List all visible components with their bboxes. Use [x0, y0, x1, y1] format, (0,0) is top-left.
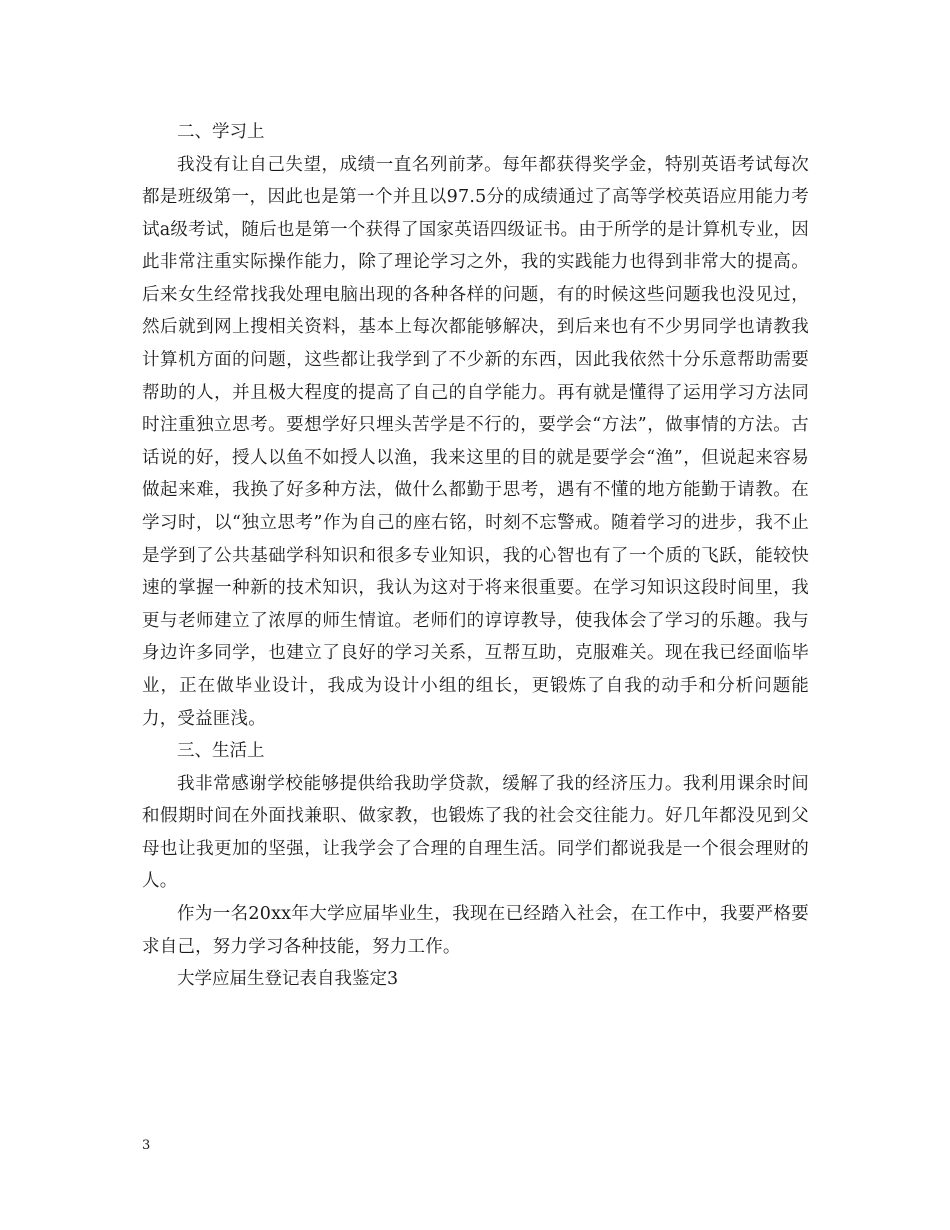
section-heading-study: 二、学习上: [177, 122, 265, 142]
page-number: 3: [142, 1138, 151, 1153]
life-paragraph: 我非常感谢学校能够提供给我助学贷款，缓解了我的经济压力。我利用课余时间和假期时间在外面找兼职、做家教，也锻炼了我的社会交往能力。好几年都没见到父母也让我更加的坚强，让我学会了合理的自理生活。同学们都说我是一个很会理财的人。: [142, 773, 809, 892]
next-section-title: 大学应届生登记表自我鉴定3: [177, 969, 399, 990]
document-body: [142, 116, 809, 996]
section-heading-life: 三、生活上: [177, 741, 265, 762]
closing-paragraph: 作为一名20xx年大学应届毕业生，我现在已经踏入社会，在工作中，我要严格要求自己，努力学习各种技能，努力工作。: [142, 904, 809, 957]
study-paragraph: 我没有让自己失望，成绩一直名列前茅。每年都获得奖学金，特别英语考试每次都是班级第一，因此也是第一个并且以97.5分的成绩通过了高等学校英语应用能力考试a级考试，随后也是第一个获得了国家英语四级证书。由于所学的是计算机专业，因此非常注重实际操作能力，除了理论学习之外，我的实践能力也得到非常大的提高。后来女生经常找我处理电脑出现的各种各样的问题，有的时候这些问题我也没见过，然后就到网上搜相关资料，基本上每次都能够解决，到后来也有不少男同学也请教我计算机方面的问题，这些都让我学到了不少新的东西，因此我依然十分乐意帮助需要帮助的人，并且极大程度的提高了自己的自学能力。再有就是懂得了运用学习方法同时注重独立思考。要想学好只埋头苦学是不行的，要学会“方法”，做事情的方法。古话说的好，授人以鱼不如授人以渔，我来这里的目的就是要学会“渔”，但说起来容易做起来难，我换了好多种方法，做什么都勤于思考，遇有不懂的地方能勤于请教。在学习时，以“独立思考”作为自己的座右铭，时刻不忘警戒。随着学习的进步，我不止是学到了公共基础学科知识和很多专业知识，我的心智也有了一个质的飞跃，能较快速的掌握一种新的技术知识，我认为这对于将来很重要。在学习知识这段时间里，我更与老师建立了浓厚的师生情谊。老师们的谆谆教导，使我体会了学习的乐趣。我与身边许多同学，也建立了良好的学习关系，互帮互助，克服难关。现在我已经面临毕业，正在做毕业设计，我成为设计小组的组长，更锻炼了自我的动手和分析问题能力，受益匪浅。: [142, 154, 809, 729]
